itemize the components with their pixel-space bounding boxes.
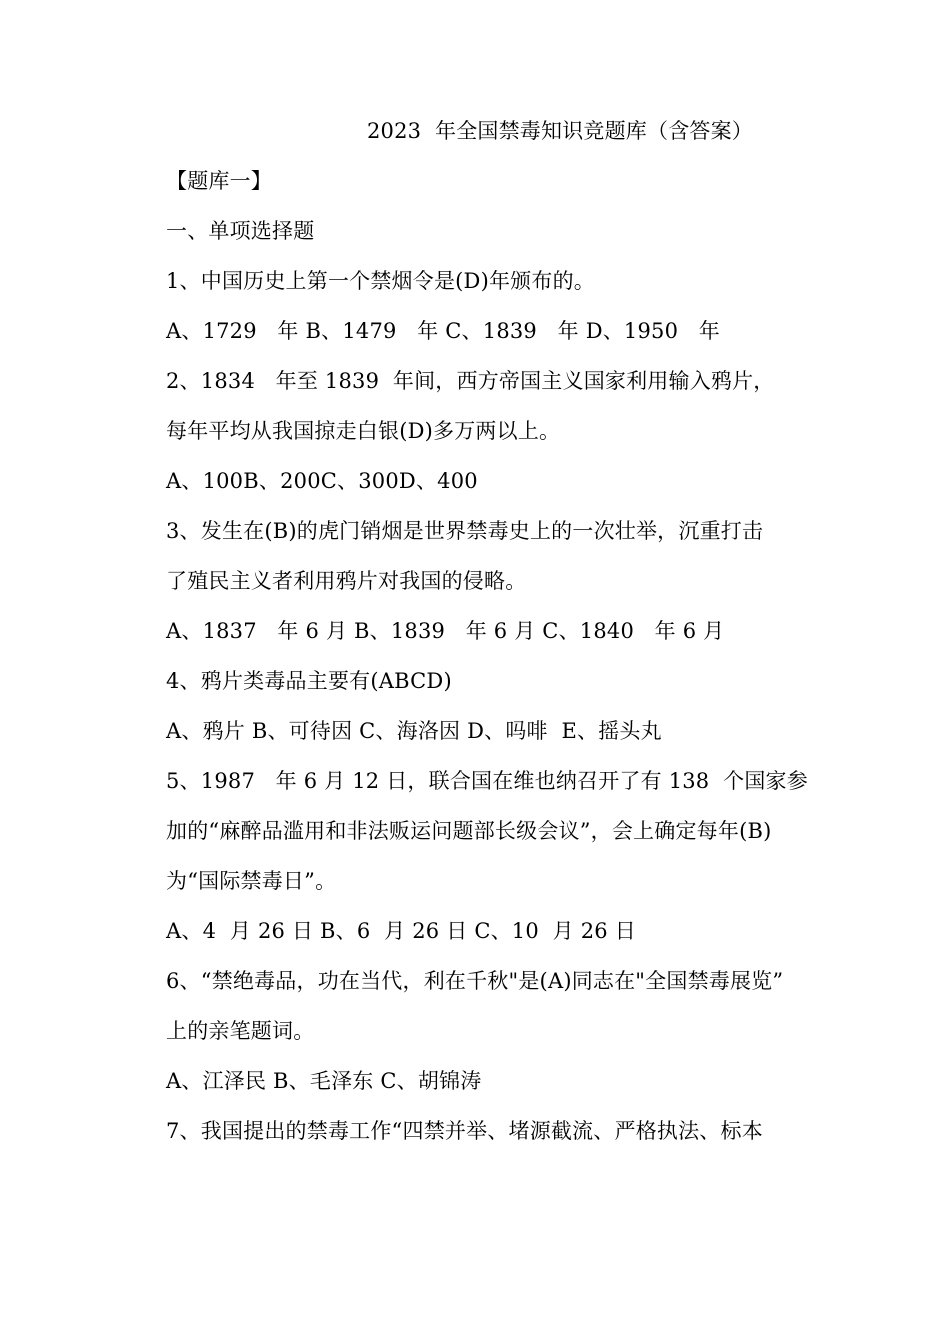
question-5-continued-2: 为“国际禁毒日”。 bbox=[166, 869, 337, 893]
section-label: 【题库一】 bbox=[166, 169, 272, 193]
question-7: 7、我国提出的禁毒工作“四禁并举、堵源截流、严格执法、标本 bbox=[166, 1119, 763, 1143]
question-5: 5、1987 年 6 月 12 日，联合国在维也纳召开了有 138 个国家参 bbox=[166, 769, 808, 793]
question-6-continued: 上的亲笔题词。 bbox=[166, 1019, 315, 1043]
question-2-options: A、100B、200C、300D、400 bbox=[166, 469, 478, 493]
question-5-continued: 加的“麻醉品滥用和非法贩运问题部长级会议”，会上确定每年(B) bbox=[166, 819, 772, 843]
question-6: 6、“禁绝毒品，功在当代，利在千秋"是(A)同志在"全国禁毒展览” bbox=[166, 969, 784, 993]
question-2: 2、1834 年至 1839 年间，西方帝国主义国家利用输入鸦片， bbox=[166, 369, 775, 393]
question-1-options: A、1729 年 B、1479 年 C、1839 年 D、1950 年 bbox=[166, 319, 721, 343]
question-6-options: A、江泽民 B、毛泽东 C、胡锦涛 bbox=[166, 1069, 482, 1093]
document-title: 2023 年全国禁毒知识竞题库（含答案） bbox=[367, 119, 753, 143]
question-3-options: A、1837 年 6 月 B、1839 年 6 月 C、1840 年 6 月 bbox=[166, 619, 725, 643]
question-5-options: A、4 月 26 日 B、6 月 26 日 C、10 月 26 日 bbox=[166, 919, 636, 943]
question-1: 1、中国历史上第一个禁烟令是(D)年颁布的。 bbox=[166, 269, 595, 293]
question-2-continued: 每年平均从我国掠走白银(D)多万两以上。 bbox=[166, 419, 561, 443]
question-4: 4、鸦片类毒品主要有(ABCD) bbox=[166, 669, 452, 693]
question-3: 3、发生在(B)的虎门销烟是世界禁毒史上的一次壮举，沉重打击 bbox=[166, 519, 764, 543]
question-4-options: A、鸦片 B、可待因 C、海洛因 D、吗啡 E、摇头丸 bbox=[166, 719, 662, 743]
question-3-continued: 了殖民主义者利用鸦片对我国的侵略。 bbox=[166, 569, 527, 593]
part-heading: 一、单项选择题 bbox=[166, 219, 315, 243]
